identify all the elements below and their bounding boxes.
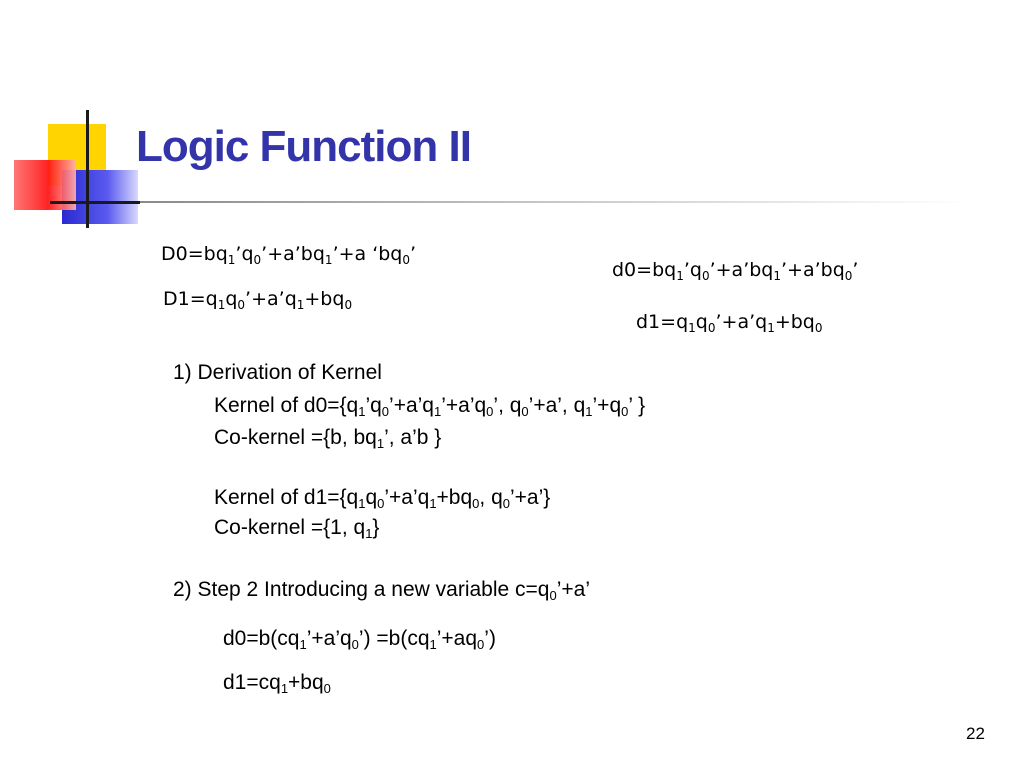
section2-heading: 2) Step 2 Introducing a new variable $c=q_0’+a$’ — [173, 578, 590, 603]
equation-D1: $D1=q_1q_0’+a’q_1+bq_0$ — [163, 288, 353, 312]
kernel-d0-line: Kernel of $d0=\{q_1’q_0’+a’q_1’+a’q_0$’, $q_0’+a$’, $q_1’+q_0$’ } — [214, 394, 646, 419]
page-number: 22 — [966, 724, 985, 743]
d0-substituted-eq: $d0=b(cq_1’+a’q_0’)$ $=b(cq_1’+aq_0’)$ — [223, 627, 496, 652]
cokernel-d0-line: Co-kernel ={b, $bq_1$’, a’b } — [214, 426, 442, 451]
equation-D0: $D0=bq_1’q_0’+a’bq_1’+a$ ‘$bq_0$’ — [161, 243, 417, 267]
equation-d1: $d1=q_1q_0’+a’q_1+bq_0$ — [636, 311, 823, 335]
horizontal-rule — [50, 201, 140, 204]
kernel-d1-line: Kernel of $d1=\{q_1q_0’+a’q_1+bq_0$, $q_0’+a$’} — [214, 486, 551, 511]
equation-d0: $d0=bq_1’q_0’+a’bq_1’+a’bq_0$’ — [612, 259, 859, 283]
title-underline — [140, 201, 970, 203]
section1-heading: 1) Derivation of Kernel — [173, 361, 382, 384]
slide-title: Logic Function II — [136, 122, 471, 171]
d1-substituted-eq: $d1=cq_1+bq_0$ — [223, 671, 331, 696]
cokernel-d1-line: Co-kernel ={1, $q_1$} — [214, 516, 380, 541]
vertical-rule — [86, 110, 89, 228]
